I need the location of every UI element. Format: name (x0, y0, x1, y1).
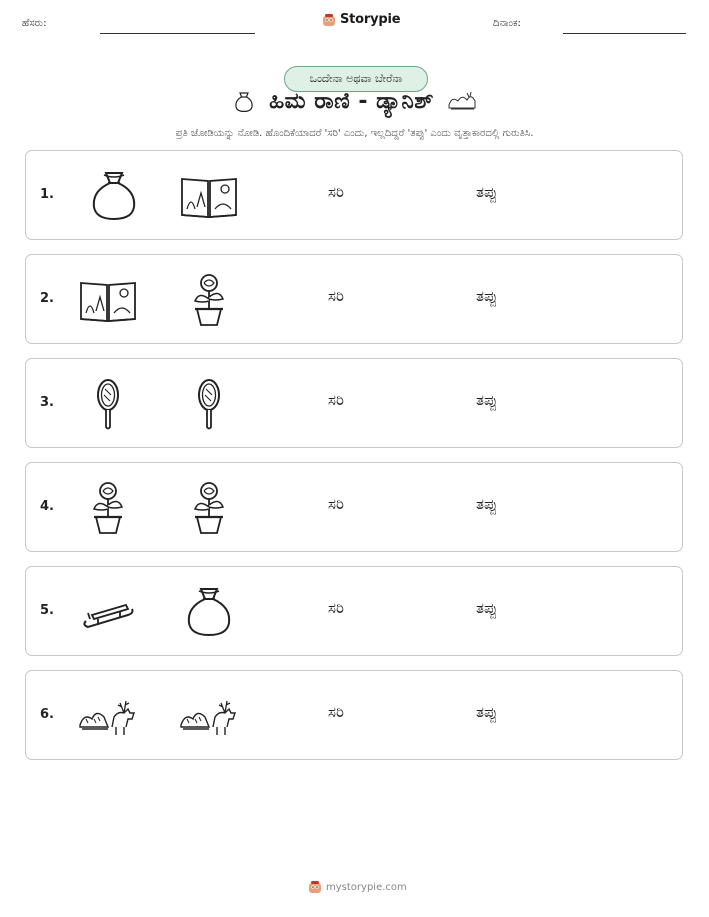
choice-wrong[interactable]: ತಪ್ಪು (476, 599, 498, 617)
question-number: 2. (40, 291, 54, 306)
question-number: 6. (40, 707, 54, 722)
name-line[interactable] (100, 33, 255, 34)
choice-correct[interactable]: ಸರಿ (328, 391, 344, 409)
question-number: 5. (40, 603, 54, 618)
storypie-mascot-icon (308, 880, 322, 894)
storybook-icon (78, 273, 138, 327)
sack-icon (179, 585, 239, 639)
choice-correct[interactable]: ಸರಿ (328, 703, 344, 721)
question-number: 1. (40, 187, 54, 202)
date-line[interactable] (563, 33, 686, 34)
sled-icon (78, 585, 138, 639)
choice-correct[interactable]: ಸರಿ (328, 495, 344, 513)
worksheet-type-badge: ಒಂದೇನಾ ಅಥವಾ ಬೇರೆನಾ (284, 66, 428, 92)
choice-wrong[interactable]: ತಪ್ಪು (476, 287, 498, 305)
page-title-row (0, 88, 709, 122)
footer-url[interactable]: mystorypie.com (326, 881, 407, 893)
potted-rose-icon (179, 273, 239, 327)
hand-mirror-icon (179, 377, 239, 431)
instructions: ಪ್ರತಿ ಜೋಡಿಯನ್ನು ನೋಡಿ. ಹೊಂದಿಕೆಯಾದರೆ 'ಸರಿ' ಎಂದು, ಇಲ್ಲದಿದ್ದರೆ 'ತಪ್ಪು' ಎಂದು ವೃತ್ತಾಕಾರದಲ್ಲಿ ಗುರುತಿಸಿ. (175, 128, 534, 139)
choice-wrong[interactable]: ತಪ್ಪು (476, 183, 498, 201)
choice-wrong[interactable]: ತಪ್ಪು (476, 391, 498, 409)
potted-rose-icon (179, 481, 239, 535)
question-row (25, 462, 683, 552)
choice-correct[interactable]: ಸರಿ (328, 183, 344, 201)
page-title: ಹಿಮ ರಾಣಿ - ಡ್ಯಾನಿಶ್ (269, 88, 434, 114)
brand-name: Storypie (340, 12, 401, 27)
question-row (25, 254, 683, 344)
reindeer-sleigh-icon (179, 689, 239, 743)
question-row (25, 150, 683, 240)
potted-rose-icon (78, 481, 138, 535)
reindeer-sleigh-icon (78, 689, 138, 743)
choice-correct[interactable]: ಸರಿ (328, 287, 344, 305)
storybook-icon (179, 169, 239, 223)
choice-wrong[interactable]: ತಪ್ಪು (476, 495, 498, 513)
storypie-mascot-icon (322, 13, 336, 27)
choice-wrong[interactable]: ತಪ್ಪು (476, 703, 498, 721)
brand-logo (322, 12, 400, 27)
question-row (25, 566, 683, 656)
hand-mirror-icon (78, 377, 138, 431)
sack-icon (84, 169, 144, 223)
footer (308, 880, 407, 894)
choice-correct[interactable]: ಸರಿ (328, 599, 344, 617)
question-number: 4. (40, 499, 54, 514)
question-row (25, 358, 683, 448)
date-label: ದಿನಾಂಕ: (493, 18, 521, 29)
question-row (25, 670, 683, 760)
question-number: 3. (40, 395, 54, 410)
sack-icon (232, 88, 256, 114)
reindeer-sleigh-icon (447, 90, 477, 112)
name-label: ಹೆಸರು: (22, 18, 47, 29)
